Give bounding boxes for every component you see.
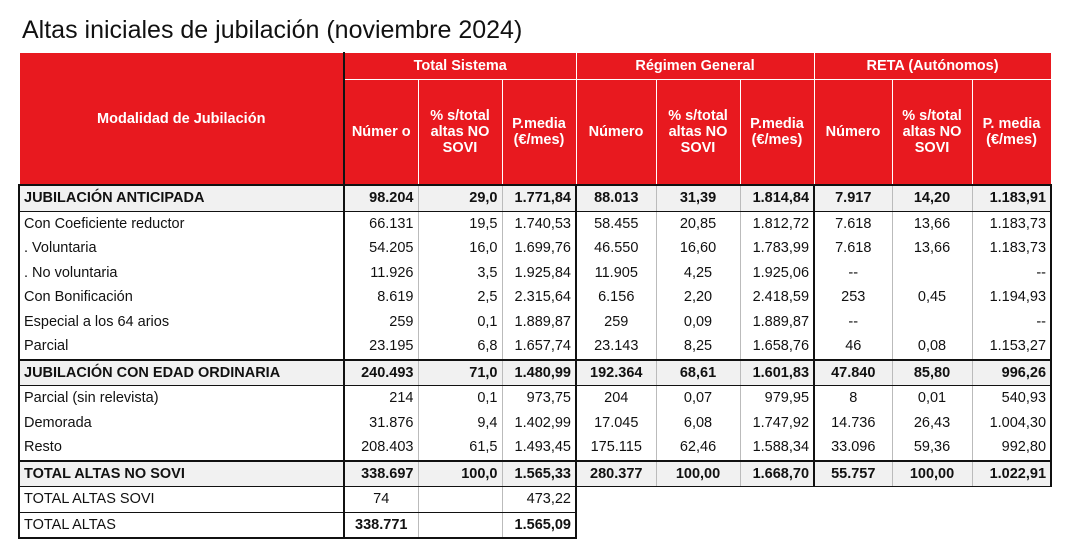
header-col: % s/total altas NO SOVI [656, 80, 740, 186]
table-cell: 74 [344, 487, 418, 513]
table-cell: 0,09 [656, 310, 740, 335]
table-cell: 996,26 [972, 360, 1051, 386]
empty-cell [576, 512, 656, 538]
table-cell: 1.889,87 [740, 310, 814, 335]
table-row [19, 411, 1051, 436]
table-cell: 66.131 [344, 211, 418, 236]
header-col: P.media (€/mes) [740, 80, 814, 186]
table-cell: 46.550 [576, 236, 656, 261]
table-cell: 240.493 [344, 360, 418, 386]
table-cell: 16,0 [418, 236, 502, 261]
table-row [19, 435, 1051, 461]
header-col: Número [576, 80, 656, 186]
table-cell: -- [972, 310, 1051, 335]
table-cell: 17.045 [576, 411, 656, 436]
table-cell: 26,43 [892, 411, 972, 436]
table-cell: 7.618 [814, 211, 892, 236]
empty-cell [972, 512, 1051, 538]
table-cell: 20,85 [656, 211, 740, 236]
table-cell: 47.840 [814, 360, 892, 386]
table-cell: 62,46 [656, 435, 740, 461]
table-cell: 1.925,06 [740, 261, 814, 286]
table-cell: -- [814, 310, 892, 335]
header-group-reta: RETA (Autónomos) [814, 53, 1051, 80]
row-label: JUBILACIÓN ANTICIPADA [19, 185, 344, 211]
row-label: Con Coeficiente reductor [19, 211, 344, 236]
header-col: % s/total altas NO SOVI [892, 80, 972, 186]
empty-cell [892, 487, 972, 513]
table-cell: 59,36 [892, 435, 972, 461]
table-cell: 3,5 [418, 261, 502, 286]
table-cell: 992,80 [972, 435, 1051, 461]
table-cell: 208.403 [344, 435, 418, 461]
table-cell: 1.565,33 [502, 461, 576, 487]
empty-cell [814, 512, 892, 538]
table-cell: 1.183,73 [972, 211, 1051, 236]
table-cell: 192.364 [576, 360, 656, 386]
table-cell [892, 310, 972, 335]
table-cell: 8.619 [344, 285, 418, 310]
table-cell: 14.736 [814, 411, 892, 436]
table-cell: 55.757 [814, 461, 892, 487]
table-cell: 214 [344, 386, 418, 411]
row-label: Especial a los 64 arios [19, 310, 344, 335]
table-cell: -- [972, 261, 1051, 286]
table-cell: 1.783,99 [740, 236, 814, 261]
table-cell: 280.377 [576, 461, 656, 487]
table-cell: 1.004,30 [972, 411, 1051, 436]
table-cell: 16,60 [656, 236, 740, 261]
table-cell: 11.905 [576, 261, 656, 286]
table-cell: 1.153,27 [972, 334, 1051, 360]
table-row [19, 512, 1051, 538]
table-cell [418, 487, 502, 513]
table-cell: 88.013 [576, 185, 656, 211]
table-cell [892, 261, 972, 286]
table-cell: 100,0 [418, 461, 502, 487]
table-row [19, 487, 1051, 513]
table-row [19, 461, 1051, 487]
table-cell: 29,0 [418, 185, 502, 211]
row-label: TOTAL ALTAS NO SOVI [19, 461, 344, 487]
table-cell: 1.814,84 [740, 185, 814, 211]
table-cell: 259 [344, 310, 418, 335]
table-cell: 338.697 [344, 461, 418, 487]
empty-cell [656, 512, 740, 538]
table-cell: 7.917 [814, 185, 892, 211]
row-label: Demorada [19, 411, 344, 436]
table-cell: 1.747,92 [740, 411, 814, 436]
table-row [19, 386, 1051, 411]
table-cell: 8,25 [656, 334, 740, 360]
table-cell: 1.771,84 [502, 185, 576, 211]
header-modalidad: Modalidad de Jubilación [19, 53, 344, 186]
table-cell: 2,20 [656, 285, 740, 310]
table-row [19, 211, 1051, 236]
header-group-regimen-general: Régimen General [576, 53, 814, 80]
table-cell: 1.925,84 [502, 261, 576, 286]
header-col: P.media (€/mes) [502, 80, 576, 186]
table-cell: 31.876 [344, 411, 418, 436]
row-label: TOTAL ALTAS [19, 512, 344, 538]
table-cell: 19,5 [418, 211, 502, 236]
row-label: Resto [19, 435, 344, 461]
table-cell: 0,1 [418, 310, 502, 335]
empty-cell [656, 487, 740, 513]
table-cell: 6,08 [656, 411, 740, 436]
table-cell: 973,75 [502, 386, 576, 411]
table-cell: 68,61 [656, 360, 740, 386]
table-cell: 259 [576, 310, 656, 335]
table-cell: 1.668,70 [740, 461, 814, 487]
table-cell: 1.493,45 [502, 435, 576, 461]
table-cell: 1.194,93 [972, 285, 1051, 310]
table-cell: 6.156 [576, 285, 656, 310]
table-cell: 23.143 [576, 334, 656, 360]
table-cell: 1.657,74 [502, 334, 576, 360]
table-cell: 14,20 [892, 185, 972, 211]
row-label: TOTAL ALTAS SOVI [19, 487, 344, 513]
table-cell: 1.183,73 [972, 236, 1051, 261]
empty-cell [892, 512, 972, 538]
table-cell: 0,08 [892, 334, 972, 360]
table-cell: 54.205 [344, 236, 418, 261]
table-cell: 98.204 [344, 185, 418, 211]
row-label: JUBILACIÓN CON EDAD ORDINARIA [19, 360, 344, 386]
header-col: % s/total altas NO SOVI [418, 80, 502, 186]
table-cell: 13,66 [892, 236, 972, 261]
table-cell: 1.022,91 [972, 461, 1051, 487]
page-title: Altas iniciales de jubilación (noviembre 2024) [22, 16, 523, 44]
table-row [19, 360, 1051, 386]
table-cell: 13,66 [892, 211, 972, 236]
table-cell: 85,80 [892, 360, 972, 386]
table-cell: 61,5 [418, 435, 502, 461]
row-label: Parcial [19, 334, 344, 360]
row-label: . Voluntaria [19, 236, 344, 261]
table-cell: 204 [576, 386, 656, 411]
table-cell: 0,45 [892, 285, 972, 310]
table-row [19, 310, 1051, 335]
row-label: . No voluntaria [19, 261, 344, 286]
table-cell: 1.565,09 [502, 512, 576, 538]
table-cell: 0,07 [656, 386, 740, 411]
table-cell: 2,5 [418, 285, 502, 310]
table-cell: 2.315,64 [502, 285, 576, 310]
table-cell: 4,25 [656, 261, 740, 286]
table-cell: 1.658,76 [740, 334, 814, 360]
table-cell: 1.699,76 [502, 236, 576, 261]
table-cell: 58.455 [576, 211, 656, 236]
header-col: Númer o [344, 80, 418, 186]
empty-cell [972, 487, 1051, 513]
header-col: Número [814, 80, 892, 186]
header-group-total-sistema: Total Sistema [344, 53, 576, 80]
table-row [19, 236, 1051, 261]
table-cell: 338.771 [344, 512, 418, 538]
table-cell: 31,39 [656, 185, 740, 211]
table-cell: 0,1 [418, 386, 502, 411]
pension-table [18, 52, 1052, 539]
table-cell: 46 [814, 334, 892, 360]
table-cell: 0,01 [892, 386, 972, 411]
table-cell: -- [814, 261, 892, 286]
table-cell: 2.418,59 [740, 285, 814, 310]
table-cell: 540,93 [972, 386, 1051, 411]
table-cell: 11.926 [344, 261, 418, 286]
table-cell: 33.096 [814, 435, 892, 461]
row-label: Parcial (sin relevista) [19, 386, 344, 411]
table-cell: 175.115 [576, 435, 656, 461]
table-row [19, 334, 1051, 360]
table-cell: 1.889,87 [502, 310, 576, 335]
table-cell: 9,4 [418, 411, 502, 436]
empty-cell [576, 487, 656, 513]
table-row [19, 261, 1051, 286]
header-col: P. media (€/mes) [972, 80, 1051, 186]
table-row [19, 185, 1051, 211]
empty-cell [740, 487, 814, 513]
table-row [19, 285, 1051, 310]
table-cell: 23.195 [344, 334, 418, 360]
table-cell: 253 [814, 285, 892, 310]
table-cell: 1.812,72 [740, 211, 814, 236]
table-cell: 1.601,83 [740, 360, 814, 386]
table-cell: 100,00 [892, 461, 972, 487]
table-cell: 473,22 [502, 487, 576, 513]
table-cell: 8 [814, 386, 892, 411]
empty-cell [740, 512, 814, 538]
table-cell: 1.740,53 [502, 211, 576, 236]
table-cell: 6,8 [418, 334, 502, 360]
empty-cell [814, 487, 892, 513]
table-cell: 71,0 [418, 360, 502, 386]
table-cell [418, 512, 502, 538]
table-cell: 100,00 [656, 461, 740, 487]
table-cell: 1.480,99 [502, 360, 576, 386]
table-cell: 7.618 [814, 236, 892, 261]
row-label: Con Bonificación [19, 285, 344, 310]
table-cell: 1.402,99 [502, 411, 576, 436]
table-cell: 979,95 [740, 386, 814, 411]
table-cell: 1.183,91 [972, 185, 1051, 211]
table-cell: 1.588,34 [740, 435, 814, 461]
